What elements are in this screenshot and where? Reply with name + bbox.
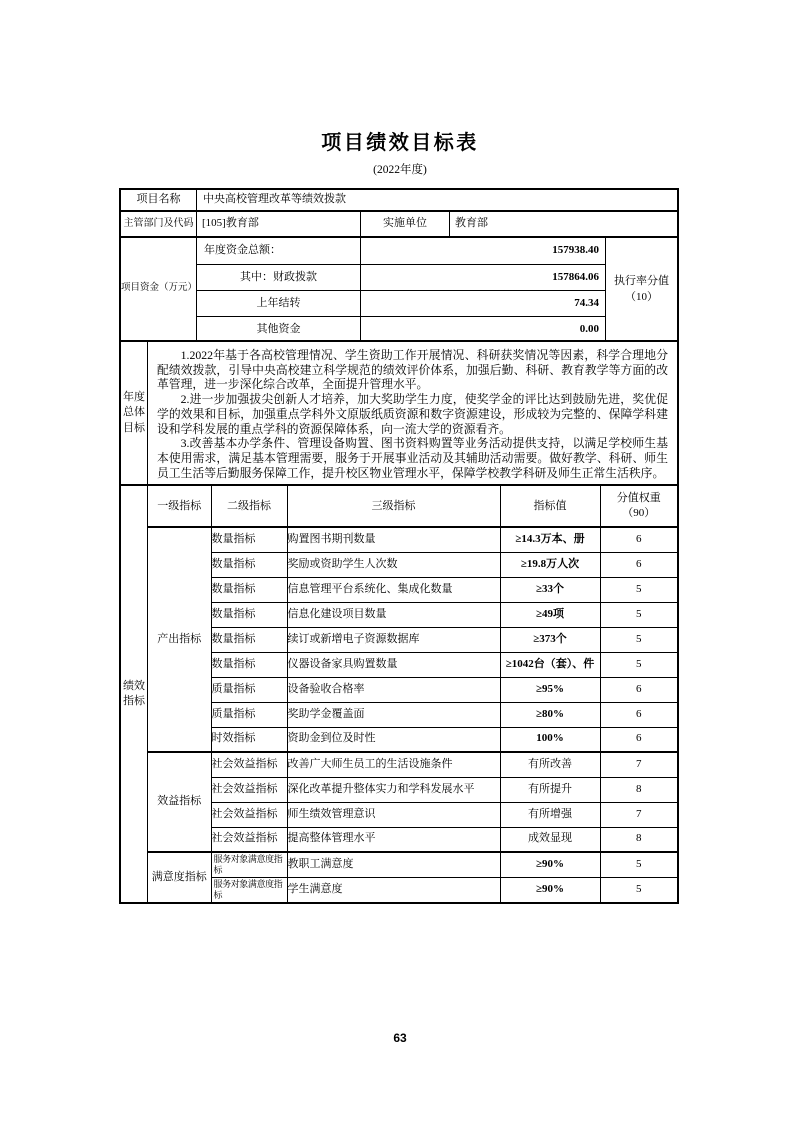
indicators-table	[148, 486, 677, 902]
level2-indicator-cell: 时效指标	[211, 727, 287, 752]
execution-rate-score-label	[605, 238, 677, 340]
level3-indicator-cell: 信息管理平台系统化、集成化数量	[287, 577, 500, 602]
level3-indicator-cell: 教职工满意度	[287, 852, 500, 877]
header-value: 指标值	[500, 486, 600, 527]
header-weight-line1: 分值权重	[616, 492, 661, 504]
level2-indicator-cell: 数量指标	[211, 652, 287, 677]
indicator-score-cell: 8	[600, 777, 677, 802]
project-name-row	[121, 190, 677, 210]
annual-goal-label-line: 年度	[123, 390, 145, 403]
performance-target-table	[119, 188, 679, 904]
indicator-score-cell: 5	[600, 652, 677, 677]
indicator-score-cell: 8	[600, 827, 677, 852]
level3-indicator-cell: 仪器设备家具购置数量	[287, 652, 500, 677]
indicator-value-cell: ≥90%	[500, 877, 600, 902]
indicator-row	[148, 677, 677, 702]
level2-indicator-cell: 数量指标	[211, 552, 287, 577]
level2-indicator-cell: 质量指标	[211, 702, 287, 727]
implementing-unit-label: 实施单位	[361, 212, 450, 236]
fund-value: 0.00	[579, 322, 599, 335]
indicator-row	[148, 652, 677, 677]
indicator-value-cell: 有所增强	[500, 802, 600, 827]
execution-rate-line1: 执行率分值	[614, 275, 669, 287]
header-level3: 三级指标	[287, 486, 500, 527]
indicator-value-cell: ≥1042台（套）、件	[500, 652, 600, 677]
level1-indicator-cell: 产出指标	[148, 527, 211, 752]
header-level1: 一级指标	[148, 486, 211, 527]
indicator-row	[148, 627, 677, 652]
indicator-row	[148, 602, 677, 627]
level1-indicator-cell: 满意度指标	[148, 852, 211, 902]
performance-indicators-label	[121, 486, 148, 902]
annual-goal-label	[121, 342, 148, 484]
indicator-value-cell: ≥33个	[500, 577, 600, 602]
fund-name: 其他资金	[197, 317, 361, 342]
indicator-score-cell: 5	[600, 852, 677, 877]
indicator-score-cell: 5	[600, 602, 677, 627]
fund-name: 上年结转	[197, 291, 361, 316]
indicator-row	[148, 527, 677, 552]
implementing-unit-value: 教育部	[455, 217, 488, 230]
indicator-value-cell: 成效显现	[500, 827, 600, 852]
level3-indicator-cell: 师生绩效管理意识	[287, 802, 500, 827]
goal-paragraph-3: 3.改善基本办学条件、管理设备购置、图书资料购置等业务活动提供支持，以满足学校师生基本使用需求，满足基本管理需要，服务于开展事业活动及其辅助活动需要。做好教学、科研、师生员工生活等后勤服务保障工作，提升校区物业管理水平，保障学校教学科研及师生正常生活秩序。	[157, 436, 668, 480]
fund-value: 157938.40	[552, 244, 599, 257]
level2-indicator-cell: 社会效益指标	[211, 777, 287, 802]
fund-row-other	[197, 316, 605, 342]
indicators-label-line: 指标	[123, 695, 145, 707]
fund-value: 157864.06	[552, 270, 599, 283]
indicator-row	[148, 727, 677, 752]
fund-value: 74.34	[574, 296, 599, 309]
annual-goal-text	[148, 342, 677, 484]
indicator-score-cell: 5	[600, 877, 677, 902]
indicators-header-row	[148, 486, 677, 527]
level3-indicator-cell: 设备验收合格率	[287, 677, 500, 702]
indicator-row	[148, 827, 677, 852]
page-number: 63	[393, 1031, 407, 1045]
level2-indicator-cell: 社会效益指标	[211, 802, 287, 827]
indicator-value-cell: ≥95%	[500, 677, 600, 702]
indicator-row	[148, 752, 677, 777]
indicator-value-cell: ≥19.8万人次	[500, 552, 600, 577]
level3-indicator-cell: 深化改革提升整体实力和学科发展水平	[287, 777, 500, 802]
indicators-section	[121, 484, 677, 902]
level3-indicator-cell: 信息化建设项目数量	[287, 602, 500, 627]
level2-indicator-cell: 服务对象满意度指标	[211, 877, 287, 902]
fund-row-carryover	[197, 290, 605, 316]
department-label: 主管部门及代码	[121, 212, 197, 236]
header-weight	[600, 486, 677, 527]
project-funds-row	[121, 236, 677, 340]
project-name-label: 项目名称	[121, 190, 197, 210]
level3-indicator-cell: 提高整体管理水平	[287, 827, 500, 852]
indicator-score-cell: 7	[600, 802, 677, 827]
indicator-row	[148, 577, 677, 602]
fund-row-fiscal	[197, 264, 605, 290]
project-funds-label: 项目资金（万元）	[121, 238, 197, 340]
fund-name: 其中：财政拨款	[197, 265, 361, 290]
goal-paragraph-2: 2.进一步加强拔尖创新人才培养，加大奖助学生力度，使奖学金的评比达到鼓励先进，奖优促学的效果和目标，加强重点学科外文原版纸质资源和数字资源建设，形成较为完整的、保障学科建设和学科发展的重点学科的资源保障体系，向一流大学的资源看齐。	[157, 392, 668, 436]
indicator-row	[148, 877, 677, 902]
indicator-value-cell: ≥80%	[500, 702, 600, 727]
level3-indicator-cell: 购置图书期刊数量	[287, 527, 500, 552]
level2-indicator-cell: 服务对象满意度指标	[211, 852, 287, 877]
level2-indicator-cell: 数量指标	[211, 527, 287, 552]
level2-indicator-cell: 社会效益指标	[211, 827, 287, 852]
indicator-value-cell: ≥373个	[500, 627, 600, 652]
indicator-value-cell: ≥49项	[500, 602, 600, 627]
indicator-row	[148, 552, 677, 577]
project-name-value: 中央高校管理改革等绩效拨款	[203, 193, 346, 206]
indicator-row	[148, 777, 677, 802]
indicator-score-cell: 6	[600, 727, 677, 752]
indicator-score-cell: 5	[600, 577, 677, 602]
indicator-value-cell: 100%	[500, 727, 600, 752]
level3-indicator-cell: 奖助学金覆盖面	[287, 702, 500, 727]
indicator-score-cell: 6	[600, 702, 677, 727]
header-level2: 二级指标	[211, 486, 287, 527]
annual-goal-label-line: 目标	[123, 421, 145, 434]
level3-indicator-cell: 改善广大师生员工的生活设施条件	[287, 752, 500, 777]
level3-indicator-cell: 资助金到位及时性	[287, 727, 500, 752]
level2-indicator-cell: 数量指标	[211, 577, 287, 602]
indicator-score-cell: 5	[600, 627, 677, 652]
goal-paragraph-1: 1.2022年基于各高校管理情况、学生资助工作开展情况、科研获奖情况等因素，科学合理地分配绩效拨款，引导中央高校建立科学规范的绩效评价体系，加强后勤、科研、教育教学等方面的改革管理，进一步深化综合改革，全面提升管理水平。	[157, 348, 668, 392]
annual-goal-row	[121, 340, 677, 484]
indicator-score-cell: 7	[600, 752, 677, 777]
header-weight-line2: （90）	[622, 507, 656, 519]
indicator-value-cell: 有所改善	[500, 752, 600, 777]
indicator-score-cell: 6	[600, 527, 677, 552]
indicator-row	[148, 802, 677, 827]
department-value: [105]教育部	[197, 212, 361, 236]
indicator-score-cell: 6	[600, 552, 677, 577]
indicators-label-line: 绩效	[123, 679, 145, 692]
indicator-score-cell: 6	[600, 677, 677, 702]
level2-indicator-cell: 社会效益指标	[211, 752, 287, 777]
level3-indicator-cell: 续订或新增电子资源数据库	[287, 627, 500, 652]
indicator-value-cell: ≥14.3万本、册	[500, 527, 600, 552]
annual-goal-label-line: 总体	[123, 406, 145, 419]
indicator-value-cell: ≥90%	[500, 852, 600, 877]
page-title: 项目绩效目标表	[321, 132, 479, 154]
fund-row-total	[197, 238, 605, 264]
indicator-value-cell: 有所提升	[500, 777, 600, 802]
fund-breakdown	[197, 238, 605, 340]
fund-name: 年度资金总额：	[197, 238, 361, 264]
level2-indicator-cell: 数量指标	[211, 627, 287, 652]
execution-rate-line2: （10）	[625, 291, 658, 303]
department-row	[121, 210, 677, 236]
indicator-row	[148, 852, 677, 877]
level3-indicator-cell: 奖励或资助学生人次数	[287, 552, 500, 577]
level2-indicator-cell: 质量指标	[211, 677, 287, 702]
level2-indicator-cell: 数量指标	[211, 602, 287, 627]
page-subtitle: (2022年度)	[373, 164, 427, 176]
level1-indicator-cell: 效益指标	[148, 752, 211, 852]
level3-indicator-cell: 学生满意度	[287, 877, 500, 902]
indicator-row	[148, 702, 677, 727]
